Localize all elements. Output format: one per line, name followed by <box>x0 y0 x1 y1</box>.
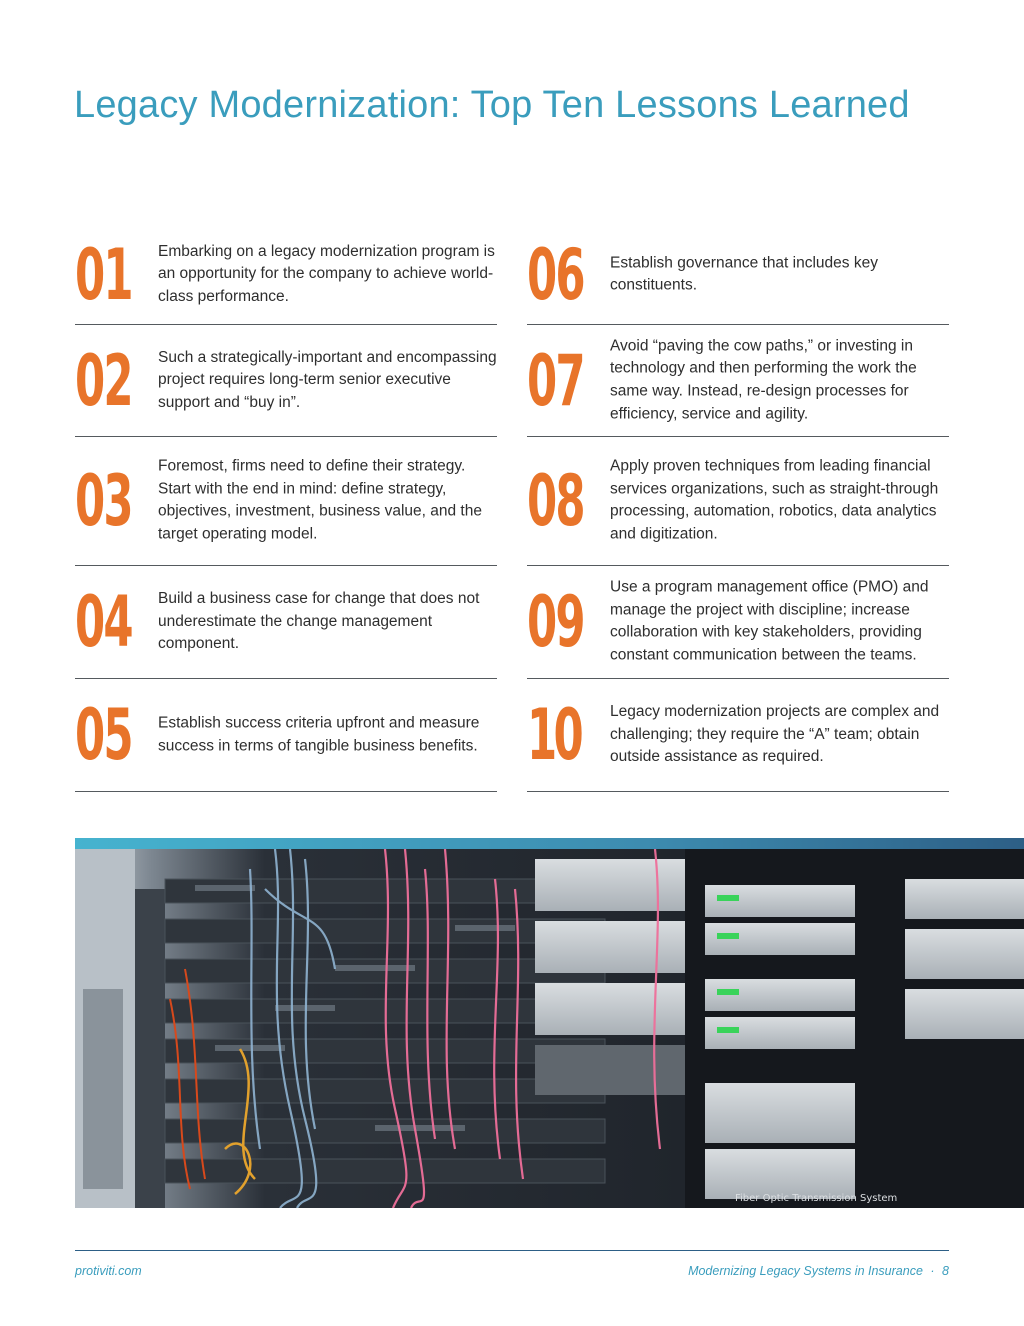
lesson-item <box>527 325 949 437</box>
page-title: Legacy Modernization: Top Ten Lessons Learned <box>74 84 910 126</box>
photo-accent-bar <box>75 838 1024 849</box>
lesson-text: Use a program management office (PMO) and manage the project with discipline; increase collaboration with key stakeholders, providing constant communication between the teams. <box>610 578 929 664</box>
lesson-text: Such a strategically-important and encompassing project requires long-term senior executive support and “buy in”. <box>158 348 497 411</box>
lesson-text: Apply proven techniques from leading financial services organizations, such as straight-through processing, automation, robotics, data analytics and digitization. <box>610 457 939 543</box>
server-rack-photo <box>75 849 1024 1208</box>
lesson-item <box>75 325 497 437</box>
lesson-text: Embarking on a legacy modernization program is an opportunity for the company to achieve world-class performance. <box>158 242 495 305</box>
lesson-text: Establish governance that includes key constituents. <box>610 253 878 294</box>
lesson-item <box>527 437 949 566</box>
lesson-number: 01 <box>75 233 132 316</box>
footer-rule <box>75 1250 949 1251</box>
lesson-item <box>527 679 949 792</box>
lesson-item <box>527 566 949 679</box>
lesson-number: 10 <box>527 694 580 776</box>
lesson-item <box>75 566 497 679</box>
lesson-number: 07 <box>527 339 584 422</box>
lesson-number: 02 <box>75 339 132 422</box>
lesson-number: 09 <box>527 581 584 663</box>
lesson-text: Establish success criteria upfront and measure success in terms of tangible business benefits. <box>158 714 480 754</box>
lesson-text: Build a business case for change that does not underestimate the change management component. <box>158 589 480 653</box>
footer-publication-title: Modernizing Legacy Systems in Insurance <box>688 1264 923 1278</box>
lesson-number: 05 <box>75 694 132 776</box>
lesson-number: 06 <box>527 233 584 316</box>
footer-publication <box>688 1264 949 1278</box>
footer-site-link[interactable]: protiviti.com <box>75 1264 142 1278</box>
lesson-text: Avoid “paving the cow paths,” or investing in technology and then performing the work the same way. Instead, re-design processes for efficiency, service and agility. <box>610 337 917 423</box>
photo-caption: Fiber Optic Transmission System <box>735 1193 898 1204</box>
lesson-number: 04 <box>75 581 132 663</box>
footer-separator: · <box>930 1264 935 1278</box>
lesson-item <box>75 437 497 566</box>
lesson-item <box>75 225 497 325</box>
page-number: 8 <box>942 1264 949 1278</box>
lesson-item <box>527 225 949 325</box>
lesson-text: Foremost, firms need to define their strategy. Start with the end in mind: define strategy, objectives, investment, business value, and the target operating model. <box>158 457 482 543</box>
lesson-number: 03 <box>75 460 132 542</box>
lesson-item <box>75 679 497 792</box>
lesson-number: 08 <box>527 460 584 542</box>
server-rack-illustration <box>75 849 1024 1208</box>
lesson-text: Legacy modernization projects are complex and challenging; they require the “A” team; obtain outside assistance as required. <box>610 702 940 766</box>
